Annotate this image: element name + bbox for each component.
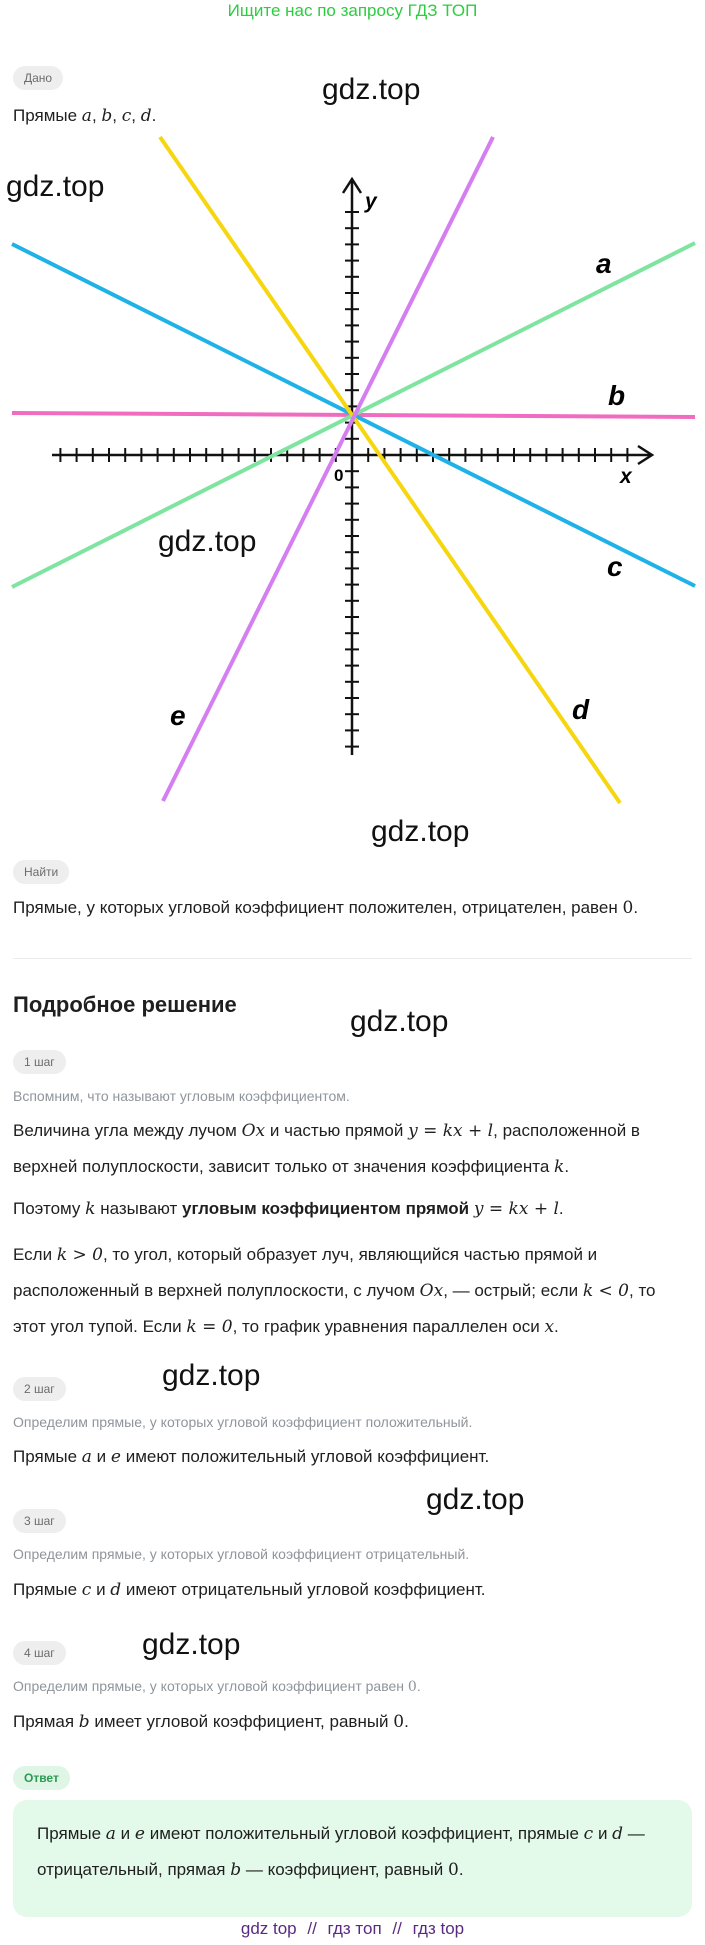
step-2-label: 2 шаг bbox=[13, 1377, 66, 1401]
line-e bbox=[163, 137, 493, 801]
find-text: Прямые, у которых угловой коэффициент положителен, отрицателен, равен 0. bbox=[13, 898, 639, 918]
axis-label-x: x bbox=[620, 465, 632, 488]
footer-links bbox=[0, 1919, 705, 1939]
step-3-hint: Определим прямые, у которых угловой коэффициент отрицательный. bbox=[13, 1546, 470, 1562]
step-1-label: 1 шаг bbox=[13, 1050, 66, 1074]
step-2-text: Прямые a и e имеют положительный угловой коэффициент. bbox=[13, 1447, 490, 1467]
lines-graph bbox=[0, 125, 705, 805]
axis-label-y: y bbox=[365, 190, 377, 213]
footer-separator: // bbox=[392, 1919, 402, 1938]
label-d: d bbox=[572, 694, 590, 725]
step-3-label: 3 шаг bbox=[13, 1509, 66, 1533]
label-c: c bbox=[607, 551, 623, 582]
answer-box bbox=[13, 1800, 692, 1917]
divider bbox=[13, 958, 692, 959]
watermark: gdz.top bbox=[162, 1359, 261, 1392]
answer-label: Ответ bbox=[13, 1766, 70, 1790]
watermark: gdz.top bbox=[322, 73, 421, 106]
footer-link[interactable]: гдз топ bbox=[327, 1919, 382, 1938]
label-e: e bbox=[170, 700, 186, 731]
step-4-hint: Определим прямые, у которых угловой коэффициент равен 0. bbox=[13, 1678, 421, 1695]
step-1-paragraph-1: Величина угла между лучом Ox и частью прямой y = kx + l, расположенной в верхней полуплоскости, зависит только от значения коэффициента k. bbox=[13, 1121, 640, 1177]
line-d bbox=[160, 137, 620, 803]
footer-link[interactable]: гдз top bbox=[412, 1919, 465, 1938]
find-label: Найти bbox=[13, 860, 69, 884]
solution-title: Подробное решение bbox=[13, 992, 237, 1017]
watermark: gdz.top bbox=[6, 170, 105, 203]
watermark: gdz.top bbox=[350, 1005, 449, 1038]
step-1-paragraph-2: Поэтому k называют угловым коэффициентом прямой y = kx + l. bbox=[13, 1199, 564, 1219]
step-3-text: Прямые c и d имеют отрицательный угловой коэффициент. bbox=[13, 1580, 486, 1600]
watermark: gdz.top bbox=[426, 1483, 525, 1516]
given-text: Прямые a, b, c, d. bbox=[13, 106, 157, 126]
step-2-hint: Определим прямые, у которых угловой коэффициент положительный. bbox=[13, 1414, 473, 1430]
top-banner[interactable]: Ищите нас по запросу ГДЗ ТОП bbox=[227, 1, 478, 20]
origin-label: 0 bbox=[334, 466, 344, 485]
step-1-hint: Вспомним, что называют угловым коэффициентом. bbox=[13, 1088, 350, 1104]
given-label: Дано bbox=[13, 66, 63, 90]
step-1-paragraph-3: Если k > 0, то угол, который образует луч, являющийся частью прямой и расположенный в верхней полуплоскости, с лучом Ox, — острый; если k < 0, то этот угол тупой. Если k = 0, то график уравнения параллелен оси x. bbox=[13, 1245, 656, 1337]
label-a: a bbox=[596, 248, 612, 279]
watermark: gdz.top bbox=[142, 1628, 241, 1661]
label-b: b bbox=[608, 380, 626, 411]
watermark: gdz.top bbox=[371, 815, 470, 848]
step-4-label: 4 шаг bbox=[13, 1641, 66, 1665]
footer-link[interactable]: gdz top bbox=[240, 1919, 297, 1938]
footer-separator: // bbox=[307, 1919, 317, 1938]
watermark: gdz.top bbox=[158, 525, 257, 558]
answer-text: Прямые a и e имеют положительный угловой коэффициент, прямые c и d — отрицательный, прямая b — коэффициент, равный 0. bbox=[37, 1824, 645, 1880]
step-4-text: Прямая b имеет угловой коэффициент, равный 0. bbox=[13, 1712, 409, 1732]
